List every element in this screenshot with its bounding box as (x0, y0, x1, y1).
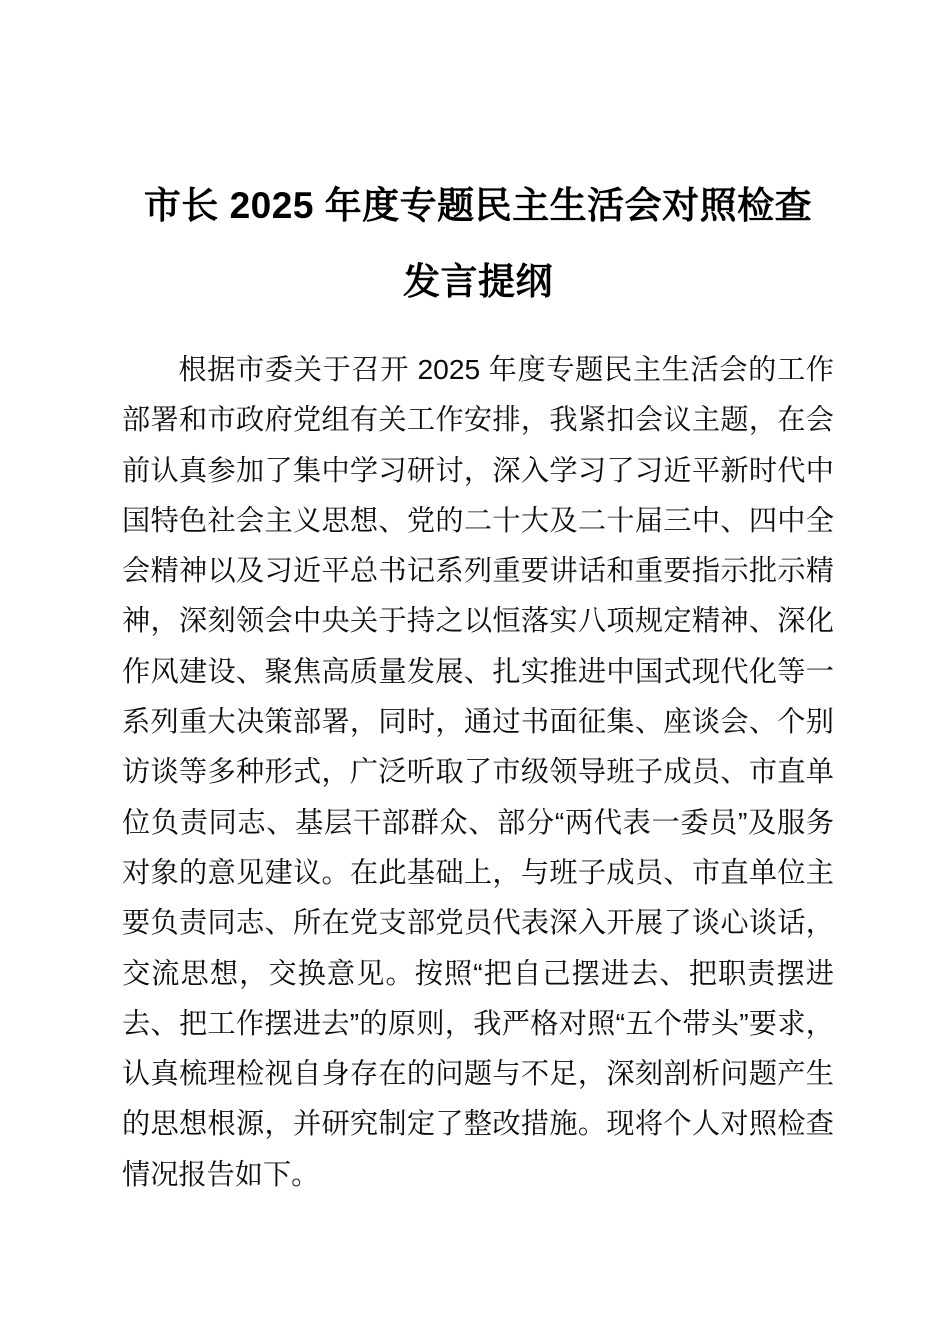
opening-paragraph: 根据市委关于召开 2025 年度专题民主生活会的工作部署和市政府党组有关工作安排，我紧扣会议主题，在会前认真参加了集中学习研讨，深入学习了习近平新时代中国特色社会主义思想、党的二十大及二十届三中、四中全会精神以及习近平总书记系列重要讲话和重要指示批示精神，深刻领会中央关于持之以恒落实八项规定精神、深化作风建设、聚焦高质量发展、扎实推进中国式现代化等一系列重大决策部署，同时，通过书面征集、座谈会、个别访谈等多种形式，广泛听取了市级领导班子成员、市直单位负责同志、基层干部群众、部分“两代表一委员”及服务对象的意见建议。在此基础上，与班子成员、市直单位主要负责同志、所在党支部党员代表深入开展了谈心谈话，交流思想，交换意见。按照“把自己摆进去、把职责摆进去、把工作摆进去”的原则，我严格对照“五个带头”要求，认真梳理检视自身存在的问题与不足，深刻剖析问题产生的思想根源，并研究制定了整改措施。现将个人对照检查情况报告如下。 (122, 353, 834, 1190)
page-title: 市长 2025 年度专题民主生活会对照检查 发言提纲 (143, 185, 813, 302)
document-body (122, 168, 834, 1199)
title-body-spacer (122, 320, 834, 344)
